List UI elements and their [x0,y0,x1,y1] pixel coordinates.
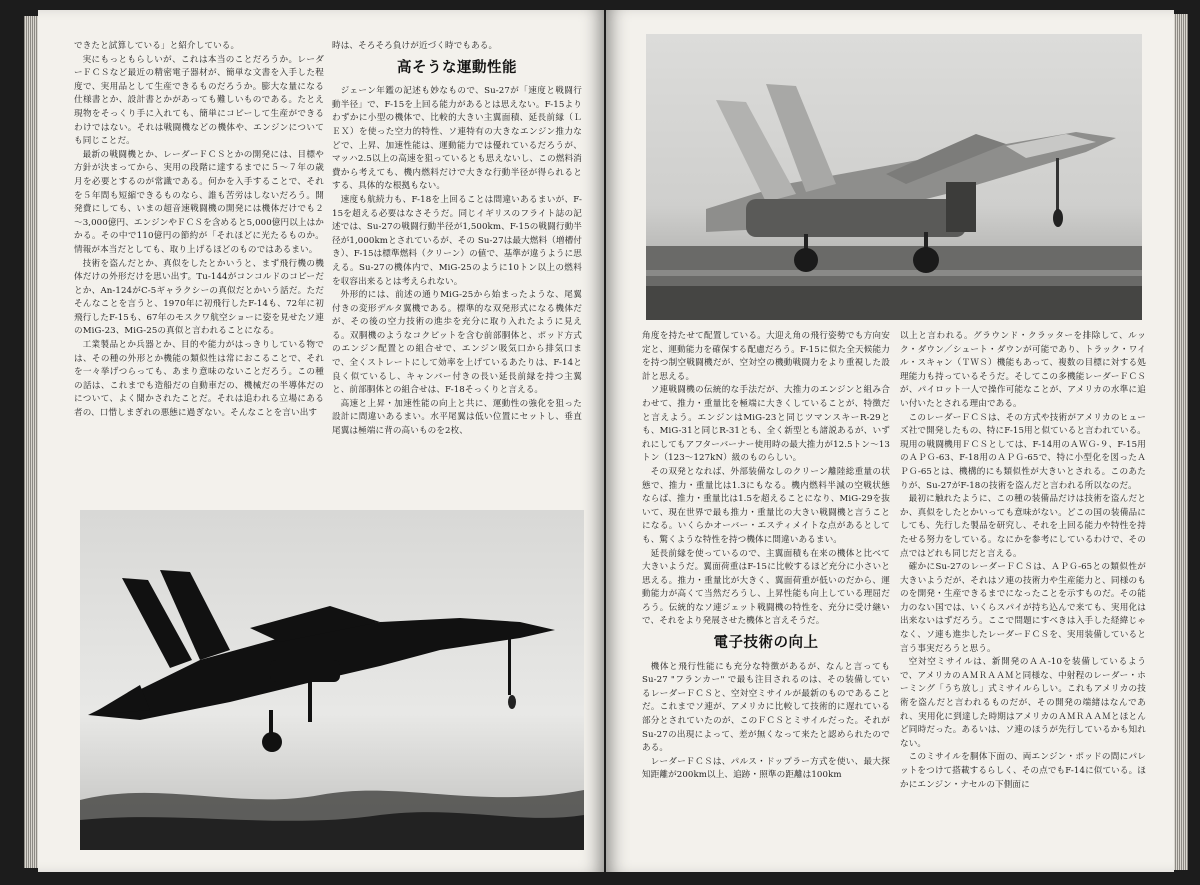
paragraph: 速度も航続力も、F-18を上回ることは間違いあるまいが、F-15を超える必要はなさそうだ。同じイギリスのフライト誌の記述では、Su-27の戦闘行動半径が1,500km、F-15の戦闘行動半径が1,000kmとされているが、その Su-27は最大燃料（増槽付き）、F-15は標準燃料（クリーン）の値で、基準が違うように思える。Su-27の機体内で、MiG-25のように10トン以上の燃料を収容出来るとは考えられない。 [332,194,582,287]
paragraph: 工業製品とか兵器とか、目的や能力がはっきりしている物では、その種の外形とか機能の類似性は常におこることで、それを一々挙げつらっても、あまり意味のないことだろう。この種の話は、これまでも造船だの自動車だの、機械だの半導体だのについて、よく聞かされたことだ。それは追われる立場にある者の、口惜しまぎれの悪態に過ぎない。そんなことを言い出す [74,340,324,419]
left-page-edge [24,16,38,868]
paragraph: 時は、そろそろ負けが近づく時でもある。 [332,41,498,51]
paragraph: 機体と飛行性能にも充分な特徴があるが、なんと言っても Su-27 "フランカー" で最も注目されるのは、その装備しているレーダーＦＣＳと、空対空ミサイルが最新のものであることだ。これまでソ連が、アメリカに比較して技術的に遅れている部分とされていたのが、このＦＣＳとミサイルだった。それが Su-27の出現によって、差が無くなって来たと認められたのである。 [642,661,890,754]
section-heading: 高そうな運動性能 [397,59,517,76]
right-page-edge [1174,14,1188,870]
landing-gear-wheel [262,732,282,752]
paragraph: 外形的には、前述の通りMiG-25から始まったような、尾翼付きの変形デルタ翼機である。標準的な双発形式になる機体だが、その後の空力技術の進歩を充分に取り入れたように見える。双胴機のようなコクピットを含む前部胴体と、ポッド方式のエンジン配置との組合せで、エンジン吸気口から排気口まで、全くストレートにして効率を上げているあたりは、F-14と良く似ているし、キャンバー付きの長い延長前縁を持つ主翼と、前部胴体との組合せは、F-18そっくりと言える。 [332,290,582,396]
paragraph: 最初に触れたように、この種の装備品だけは技術を盗んだとか、真似をしたとかいっても意味がない。どこの国の装備品にしても、先行した製品を研究し、それを上回る能力や特性を持たせる努力をしている。なにかを参考にしているわけで、その点ではどれも同じだと言える。 [900,494,1146,559]
main-wheel [913,247,939,273]
paragraph: 空対空ミサイルは、新開発のＡＡ-10を装備しているようで、アメリカのＡＭＲＡＡＭと同様な、中射程のレーダー・ホーミング「うち放し」式ミサイルらしい。これもアメリカの技術を盗んだと言われるものだが、その開発の端緒はなんであれ、実用化に到達した時期はアメリカのＡＭＲＡＡＭとほとんど同時だった。あるいは、ソ連のほうが先行しているかも知れない。 [900,657,1146,749]
paragraph: 実にもっともらしいが、これは本当のことだろうか。レーダーＦＣＳなど最近の精密電子器材が、簡単な文書を入手した程度で、実用品として生産できるものだろうか。膨大な量になる仕様書とか、設計書とかがあっても難しいものである。たとえ現物をそっくり手に入れても、簡単にコピーして生産ができるわけではない。それは戦闘機などの機体や、エンジンについても同じことだ。 [74,54,324,147]
main-wheel [794,248,818,272]
paragraph: 以上と言われる。グラウンド・クラッターを排除して、ルック・ダウン／シュート・ダウンが可能であり、トラック・ワイル・スキャン（ＴＷＳ）機能もあって、複数の目標に対する処理能力も持っているそうだ。そしてこの多機能レーダーＦＣＳが、パイロット一人で操作可能なことが、アメリカの水準に追い付いたとされる理由である。 [900,331,1146,409]
left-page [38,10,604,872]
paragraph: このレーダーＦＣＳは、その方式や技術がアメリカのヒューズ社で開発したもの、特にF-15用と似ていると言われている。現用の戦闘機用ＦＣＳとしては、F-14用のＡＷＧ-９、F-15用のＡＰＧ-63、F-18用のＡＰＧ-65で、特に小型化を図ったＡＰＧ-65とは、機構的にも類似性が大きいとされる。このあたりが、Su-27がF-18の技術を盗んだと言われる所以なのだ。 [900,412,1146,491]
aircraft-silhouette-image [80,510,584,850]
right-page [606,10,1174,872]
paragraph: ジェーン年鑑の記述も妙なもので、Su-27が「速度と戦闘行動半径」で、F-15を上回る能力があるとは思えない。F-15よりわずかに小型の機体で、比較的大きい主翼面積、延長前縁（ＬＥＸ）を使った空力的特性、ソ連特有の大きなエンジン推力などで、上昇、加速性能は、運動能力では優れているだろうが、マッハ2.5以上の高速を狙っているとも思えないし、この燃料消費から考えても、機内燃料だけで大きな行動半径が得られるとする、具体的な根拠もない。 [332,86,582,192]
paragraph: 延長前縁を使っているので、主翼面積も在来の機体と比べて大きいようだ。翼面荷重はF-15に比較するほど充分に小さいと思える。推力・重量比が大きく、翼面荷重が低いのだから、運動能力が高くて当然だろうし、上昇性能も向上している理屈だろう。伝統的なソ連ジェット戦闘機の特性を、充分に受け継いで、それをより発展させた機体と言えそうだ。 [642,548,890,627]
paragraph: 最新の戦闘機とか、レーダーＦＣＳとかの開発には、目標や方針が決まってから、実用の段階に達するまでに５～７年の歳月を必要とするのが常識である。何かを入手することで、それを５年間も短縮できるものなら、誰も苦労はしないだろう。開発費にしても、いまの超音速戦闘機の開発には機体だけでも２～3,000億円、エンジンやＦＣＳを含めると5,000億円以上はかかる。その中で110億円の節約が「それほどに光たるものか。情報が本当だとしても、取り上げるほどのものではあるまい。 [74,149,324,255]
paragraph: ソ連戦闘機の伝統的な手法だが、大推力のエンジンと組み合わせて、推力・重量比を極端に大きくしていることが、特徴だと言えよう。エンジンはMiG-23と同じツマンスキーR-29とも、MiG-31と同じR-31とも、全く新型とも諸説あるが、いずれにしてもアフターバーナー使用時の最大推力が12.5トン～13トン（123～127kN）級のものらしい。 [642,385,890,464]
paragraph: 高速と上昇・加速性能の向上と共に、運動性の強化を狙った設計に間違いあるまい。水平尾翼は低い位置にセットし、垂直尾翼は極端に背の高いものを2枚、 [332,398,582,437]
section-heading: 電子技術の向上 [713,635,819,652]
right-page-column-2 [900,330,1146,792]
left-page-column-1 [74,40,324,421]
right-page-column-1 [642,330,890,783]
paragraph: できたと試算している」と紹介している。 [74,41,240,51]
paragraph: その双発となれば、外部装備なしのクリーン離陸総重量の状態で、推力・重量比は1.3にもなる。機内燃料半減の空戦状態ならば、推力・重量比は1.5を超えることになり、MiG-29を抜いて、現在世界で最も推力・重量比の大きい戦闘機と言うことになる。いくらかオーバー・エスティメイトな点があるとしても、驚くような特性を持つ機体に間違いあるまい。 [642,466,890,545]
paragraph: このミサイルを胴体下面の、両エンジン・ポッドの間にパレットをつけて搭載するらしく、その点でもF-14に似ている。ほかにエンジン・ナセルの下側面に [900,752,1146,790]
aircraft-runway-image [646,34,1142,320]
paragraph: 確かにSu-27のレーダーＦＣＳは、ＡＰＧ-65との類似性が大きいようだが、それはソ連の技術力や生産能力と、同様のものを開発・生産できるまでになったことを示すものだ。その能力のない国では、いくらスパイが持ち込んで来ても、実用化は出来ないはずだろう。ここで問題にすべきは入手した経緯じゃなく、ソ連も進歩したレーダーＦＣＳを、実用装備していると言う事実だろうと思う。 [900,562,1146,654]
paragraph: 角度を持たせて配置している。大迎え角の飛行姿勢でも方向安定と、運動能力を確保する配慮だろう。F-15に似た全天候能力を持つ制空戦闘機だが、空対空の機動戦闘力をより重視した設計と思える。 [642,331,890,382]
aircraft-landing-photo [80,510,584,850]
left-page-column-2 [332,40,582,439]
paragraph: レーダーＦＣＳは、パルス・ドップラー方式を使い、最大探知距離が200km以上、追跡・照準の距離は100km [642,756,890,781]
aircraft-runway-photo [646,34,1142,320]
paragraph: 技術を盗んだとか、真似をしたとかいうと、まず飛行機の機体だけの外形だけを思い出す。Tu-144がコンコルドのコピーだとか、An-124がC-5ギャラクシーの真似だとかいう話だ。ただそんなことを言うと、1970年に初飛行したF-14も、72年に初飛行したF-15も、67年のモスクワ航空ショーに姿を見せたソ連のMiG-23、MiG-25の真似と言われることになる。 [74,258,324,337]
